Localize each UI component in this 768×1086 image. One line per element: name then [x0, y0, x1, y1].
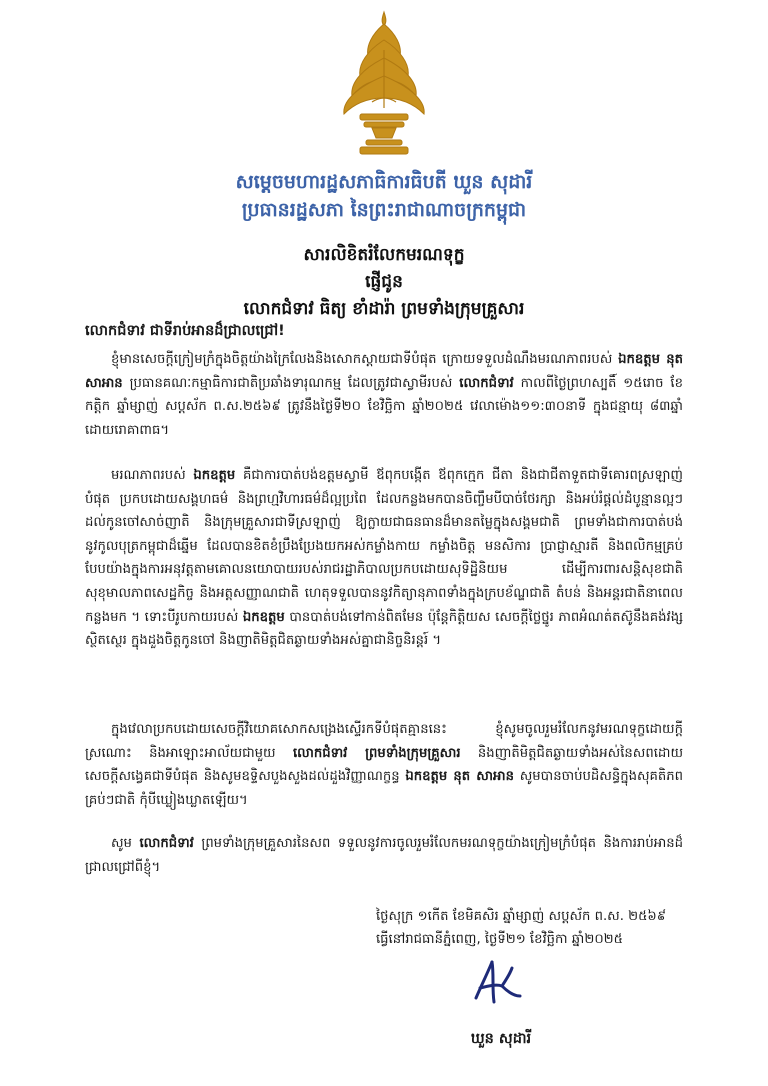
- salutation: លោកជំទាវ ជាទីរាប់អានដ៏ជ្រាលជ្រៅ!: [85, 323, 285, 339]
- para-3-run-bold: ឯកឧត្តម នុត សាអាន: [405, 769, 514, 785]
- body-paragraph-1: [85, 348, 683, 442]
- para-4-run: ព្រមទាំងក្រុមគ្រួសារនៃសព ទទួលនូវការចូលរួមរំលែកមរណទុក្ខយ៉ាងក្រៀមក្រំបំផុត និងការរាប់អានដ៏ជ្រាលជ្រៅពីខ្ញុំ។: [85, 836, 683, 875]
- para-2-run-bold: ឯកឧត្តម: [193, 468, 236, 483]
- para-2-run: គឺជាការបាត់បង់ឧត្តមស្វាមី ឪពុកបង្កើត ឪពុកក្មេក ជីតា និងជាជីតាទួតជាទីគោរពស្រឡាញ់បំផុត ប្រកបដោយសង្គហធម៌ និងព្រហ្មវិហារធម៌ដ៏ល្អប្រពៃ ដែលកន្លងមកបានចិញ្ចឹមបីបាច់ថែរក្សា និងអប់រំផ្ដល់ដំបូន្មានល្អៗ ដល់កូនចៅសាច់ញាតិ និងក្រុមគ្រួសារជាទីស្រឡាញ់ ឱ្យក្លាយជាធនធានដ៏មានតម្លៃក្នុងសង្គមជាតិ ព្រមទាំងជាការបាត់បង់នូវកូលបុត្រកម្ពុជាដ៏ឆ្នើម ដែលបានខិតខំប្រឹងប្រែងយកអស់កម្លាំងកាយ កម្លាំងចិត្ត មនសិការ ប្រាជ្ញាស្មារតី និងពលិកម្មគ្រប់បែបយ៉ាងក្នុងការអនុវត្តតាមគោលនយោបាយរបស់រាជរដ្ឋាភិបាលប្រកបដោយសុទិដ្ឋិនិយម ដើម្បីការពារសន្តិសុខជាតិ សុខុមាលភាពសេដ្ឋកិច្ច និងអត្តសញ្ញាណជាតិ ហេតុទទួលបាននូវកិត្យានុភាពទាំងក្នុងក្របខ័ណ្ឌជាតិ តំបន់ និងអន្តរជាតិនាពេលកន្លងមក ។ ទោះបីរូបកាយរបស់: [85, 468, 683, 625]
- para-1-run: ប្រធានគណៈកម្មាធិការជាតិប្រឆាំងទារុណកម្ម ដែលត្រូវជាស្វាមីរបស់: [122, 375, 460, 391]
- para-3-run-bold: លោកជំទាវ ព្រមទាំងក្រុមគ្រួសារ: [292, 745, 461, 761]
- body-paragraph-3: [85, 718, 683, 812]
- para-4-run-bold: លោកជំទាវ: [139, 836, 194, 851]
- lunar-date: ថ្ងៃសុក្រ ១កើត ខែមិគសិរ ឆ្នាំម្សាញ់ សប្តស័ក ព.ស. ២៥៦៩: [376, 909, 667, 924]
- para-2-run-bold: ឯកឧត្តម: [242, 609, 285, 625]
- handwritten-signature-icon: [468, 958, 524, 1008]
- para-3-run: និងញាតិមិត្តជិតឆ្ងាយទាំងអស់នៃសពដោយសេចក្តីសង្វេគជាទីបំផុត និងសូមឧទ្ទិសបួងសួងដល់ដួងវិញ្ញាណក្ខន្ធ: [85, 745, 683, 785]
- para-3-run: សូមបានចាប់បដិសន្ធិក្នុងសុគតិភពគ្រប់ៗជាតិ កុំបីឃ្លៀងឃ្លាតឡើយ។: [85, 769, 683, 808]
- sender-title: ប្រធានរដ្ឋសភា នៃព្រះរាជាណាចក្រកម្ពុជា: [241, 199, 527, 221]
- para-1-run: កាលពីថ្ងៃព្រហស្បតិ៍ ១៥រោច ខែកត្តិក ឆ្នាំម្សាញ់ សប្តស័ក ព.ស.២៥៦៩ ត្រូវនឹងថ្ងៃទី២០ ខែវិច្ឆិកា ឆ្នាំ២០២៥ វេលាម៉ោង១១:៣០នាទី ក្នុងជន្មាយុ ៨៣ឆ្នាំ ដោយរោគាពាធ។: [85, 375, 683, 438]
- para-1-run-bold: លោកជំទាវ: [459, 375, 514, 391]
- place-and-solar-date: ធ្វើនៅរាជធានីភ្នំពេញ, ថ្ងៃទី២១ ខែវិច្ឆិកា ឆ្នាំ២០២៥: [376, 932, 623, 947]
- body-paragraph-4: [85, 832, 683, 879]
- letter-recipient: លោកជំទាវ ធិត្យ ខាំដារ៉ា ព្រមទាំងក្រុមគ្រួសារ: [243, 299, 525, 319]
- signer-name: ឃួន សុដារី: [470, 1031, 532, 1047]
- para-1-run: ខ្ញុំមានសេចក្ដីក្រៀមក្រំក្នុងចិត្តយ៉ាងក្រៃលែងនិងសោកស្ដាយជាទីបំផុត ក្រោយទទួលដំណឹងមរណភាពរបស់: [111, 352, 619, 367]
- royal-emblem-icon: [338, 10, 430, 158]
- para-4-run: សូម: [111, 836, 140, 851]
- para-1-run-bold: ឯកឧត្តម នុត សាអាន: [85, 352, 683, 391]
- letter-title: សារលិខិតរំលែកមរណទុក្ខ: [303, 245, 465, 265]
- sender-name: សម្ដេចមហារដ្ឋសភាធិការធិបតី ឃួន សុដារី: [235, 171, 533, 193]
- body-paragraph-2: [85, 464, 683, 653]
- para-2-run: បានបាត់បង់ទៅកាន់ពិតមែន ប៉ុន្តែកិត្តិយស សេចក្តីថ្លៃថ្នូរ ភាពអំណត់តស៊ូនឹងគង់វង្សស្ថិតស្ថេរ ក្នុងដួងចិត្តកូនចៅ និងញាតិមិត្តជិតឆ្ងាយទាំងអស់គ្នាជានិច្ចនិរន្តរ៍ ។: [85, 609, 683, 649]
- para-3-run: ក្នុងវេលាប្រកបដោយសេចក្តីវិយោគសោកសង្រេងស្ទើរកទីបំផុតគ្មាននេះ ខ្ញុំសូមចូលរួមរំលែកនូវមរណទុក្ខដោយក្តីស្រណោះ និងអាឡោះអាល័យជាមួយ: [85, 722, 683, 761]
- letter-sent-to: ផ្ញើជូន: [365, 272, 403, 292]
- para-2-run: មរណភាពរបស់: [111, 468, 194, 483]
